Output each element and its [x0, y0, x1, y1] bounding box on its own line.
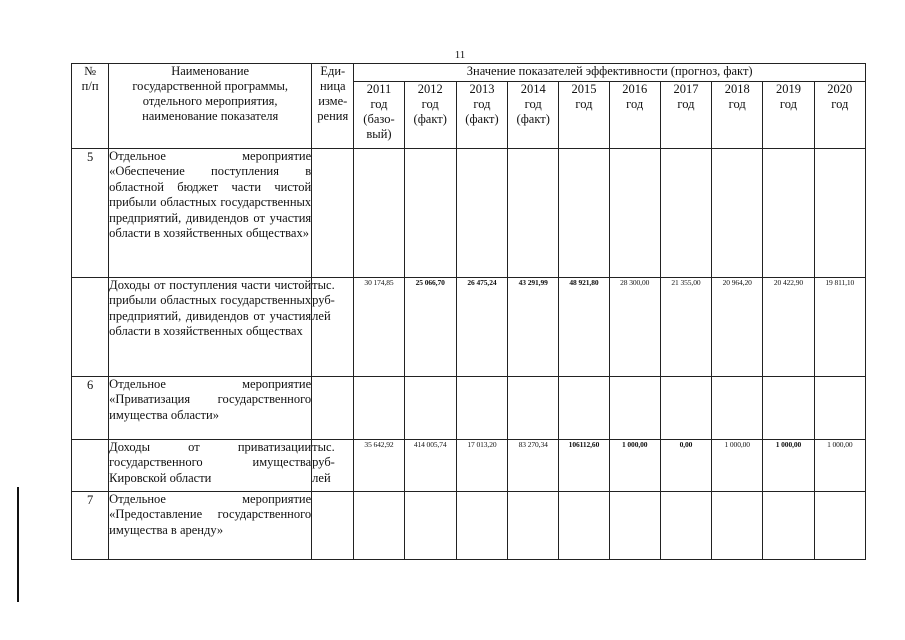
header-values-group: Значение показателей эффективности (прогноз, факт)	[354, 64, 866, 82]
value-2016	[609, 492, 660, 560]
value-2018	[712, 149, 763, 278]
value-2014	[508, 149, 559, 278]
value-2013: 26 475,24	[456, 278, 507, 377]
row-unit: тыс. руб- лей	[312, 278, 354, 377]
row-name: Отдельное мероприятие «Приватизация государственного имущества области»	[109, 377, 312, 440]
value-2019: 1 000,00	[763, 440, 814, 492]
header-year-2013: 2013 год (факт)	[456, 82, 507, 149]
row-number: 5	[72, 149, 109, 278]
value-2013	[456, 377, 507, 440]
value-2019: 20 422,90	[763, 278, 814, 377]
row-unit	[312, 377, 354, 440]
header-year-2014: 2014 год (факт)	[508, 82, 559, 149]
value-2016	[609, 377, 660, 440]
header-name: Наименование государственной программы, отдельного мероприятия, наименование показателя	[109, 64, 312, 149]
row-number: 6	[72, 377, 109, 440]
value-2015: 48 921,80	[559, 278, 609, 377]
value-2020	[814, 377, 865, 440]
value-2014	[508, 492, 559, 560]
header-num: № п/п	[72, 64, 109, 149]
value-2014: 83 270,34	[508, 440, 559, 492]
value-2012: 25 066,70	[404, 278, 456, 377]
value-2015	[559, 492, 609, 560]
row-number	[72, 440, 109, 492]
row-name: Отдельное мероприятие «Обеспечение поступления в областной бюджет части чистой прибыли областных государственных предприятий, дивидендов от участия области в хозяйственных обществах»	[109, 149, 312, 278]
value-2016	[609, 149, 660, 278]
header-unit: Еди- ница изме- рения	[312, 64, 354, 149]
header-year-2016: 2016 год	[609, 82, 660, 149]
row-name: Отдельное мероприятие «Предоставление государственного имущества в аренду»	[109, 492, 312, 560]
value-2011	[354, 377, 404, 440]
row-name: Доходы от поступления части чистой прибыли областных государственных предприятий, дивидендов от участия области в хозяйственных обществах	[109, 278, 312, 377]
value-2015	[559, 377, 609, 440]
table-row	[72, 492, 866, 560]
value-2017	[660, 149, 711, 278]
row-number	[72, 278, 109, 377]
value-2020: 1 000,00	[814, 440, 865, 492]
value-2011	[354, 149, 404, 278]
header-year-2020: 2020 год	[814, 82, 865, 149]
value-2019	[763, 377, 814, 440]
value-2018: 1 000,00	[712, 440, 763, 492]
row-unit: тыс. руб- лей	[312, 440, 354, 492]
value-2011	[354, 492, 404, 560]
table-row	[72, 149, 866, 278]
table-row	[72, 278, 866, 377]
row-unit	[312, 492, 354, 560]
header-year-2017: 2017 год	[660, 82, 711, 149]
margin-mark	[17, 487, 19, 602]
value-2019	[763, 149, 814, 278]
value-2014: 43 291,99	[508, 278, 559, 377]
table-row	[72, 440, 866, 492]
value-2013	[456, 149, 507, 278]
indicators-table	[71, 63, 866, 560]
table-row	[72, 377, 866, 440]
value-2012	[404, 492, 456, 560]
header-year-2018: 2018 год	[712, 82, 763, 149]
value-2020	[814, 149, 865, 278]
row-name: Доходы от приватизации государственного имущества Кировской области	[109, 440, 312, 492]
value-2017	[660, 492, 711, 560]
value-2012	[404, 149, 456, 278]
header-year-2015: 2015 год	[559, 82, 609, 149]
value-2020	[814, 492, 865, 560]
value-2013: 17 013,20	[456, 440, 507, 492]
value-2017: 21 355,00	[660, 278, 711, 377]
row-unit	[312, 149, 354, 278]
value-2020: 19 811,10	[814, 278, 865, 377]
value-2012: 414 005,74	[404, 440, 456, 492]
header-year-2012: 2012 год (факт)	[404, 82, 456, 149]
header-year-2019: 2019 год	[763, 82, 814, 149]
value-2011: 30 174,85	[354, 278, 404, 377]
value-2015: 106112,60	[559, 440, 609, 492]
value-2016: 1 000,00	[609, 440, 660, 492]
value-2018: 20 964,20	[712, 278, 763, 377]
value-2013	[456, 492, 507, 560]
value-2017	[660, 377, 711, 440]
value-2019	[763, 492, 814, 560]
value-2014	[508, 377, 559, 440]
value-2016: 28 300,00	[609, 278, 660, 377]
value-2011: 35 642,92	[354, 440, 404, 492]
value-2018	[712, 377, 763, 440]
value-2012	[404, 377, 456, 440]
row-number: 7	[72, 492, 109, 560]
value-2018	[712, 492, 763, 560]
value-2015	[559, 149, 609, 278]
header-year-2011: 2011 год (базо- вый)	[354, 82, 404, 149]
value-2017: 0,00	[660, 440, 711, 492]
page-number: 11	[454, 49, 466, 61]
